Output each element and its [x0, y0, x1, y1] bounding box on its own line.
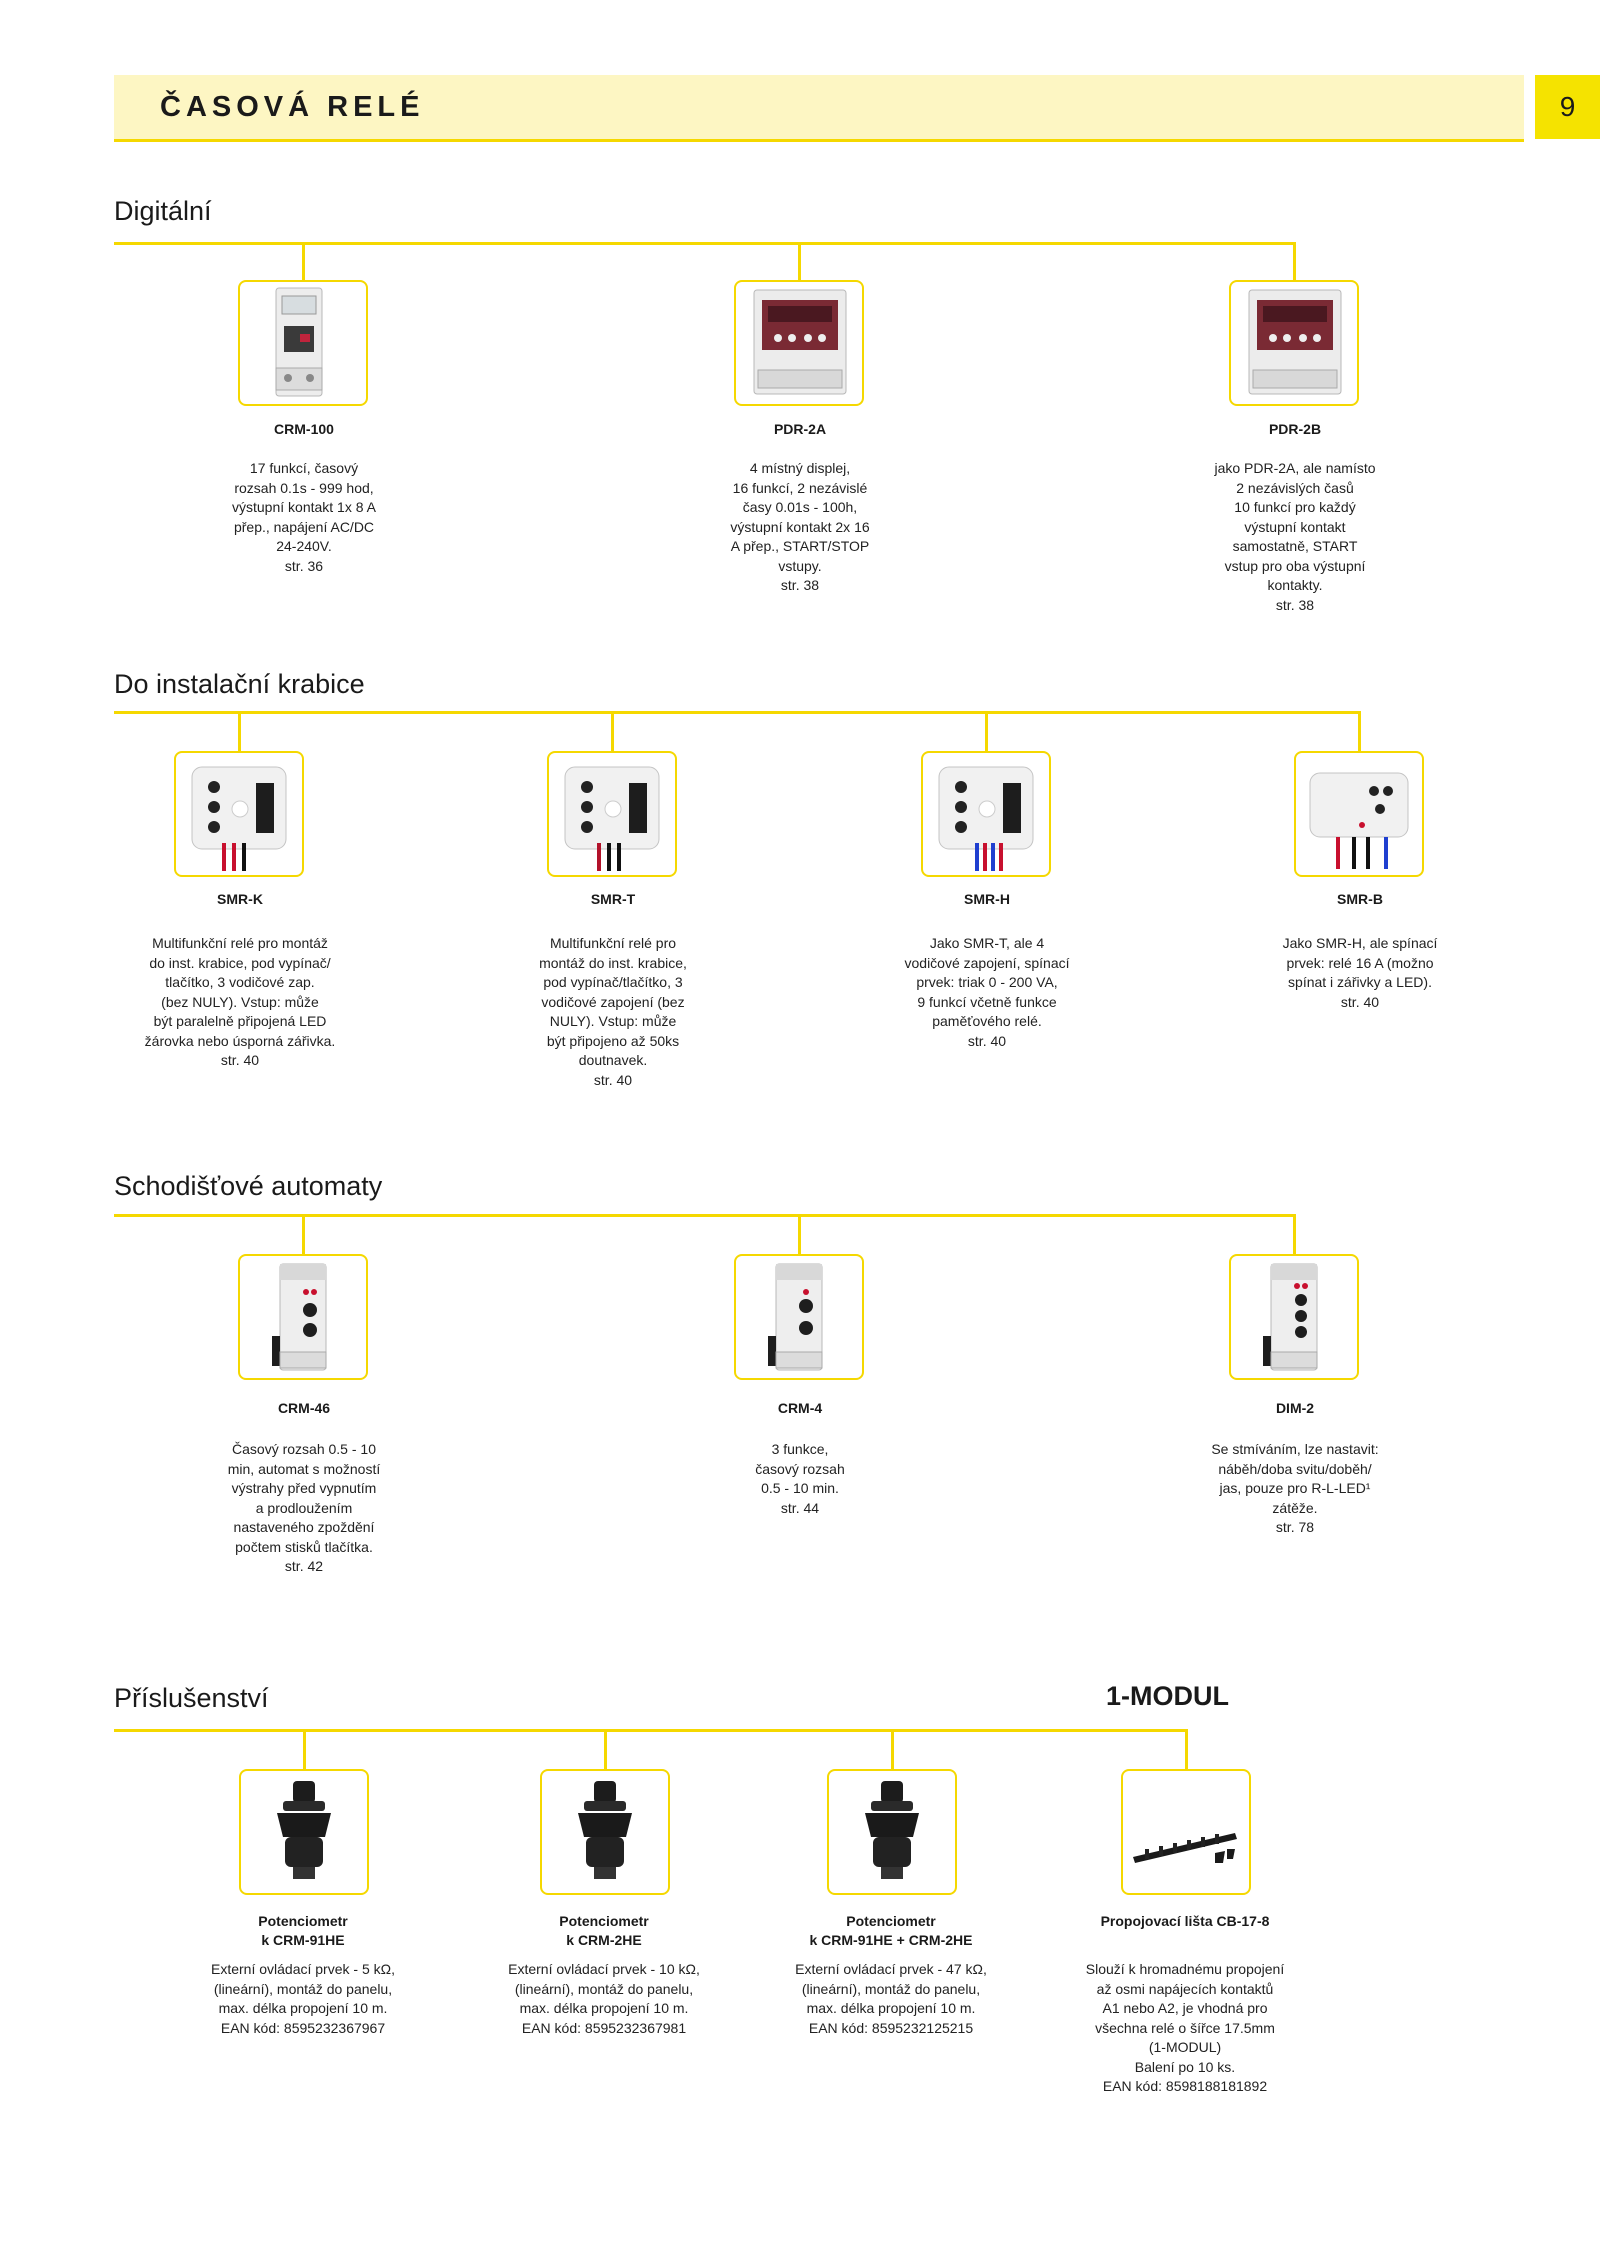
connector	[985, 711, 988, 751]
product-image-potentiometer-10k	[540, 1769, 670, 1895]
product-image-smr-t	[547, 751, 677, 877]
product-image-crm-4	[734, 1254, 864, 1380]
product-image-busbar-cb-17-8	[1121, 1769, 1251, 1895]
din-relay-icon	[736, 1256, 862, 1378]
product-image-smr-h	[921, 751, 1051, 877]
section-rule	[114, 1214, 1296, 1217]
connector	[798, 1214, 801, 1254]
product-image-smr-k	[174, 751, 304, 877]
page-title: ČASOVÁ RELÉ	[160, 91, 425, 123]
section-rule	[114, 711, 1361, 714]
box-relay-icon	[549, 753, 675, 875]
connector	[303, 1729, 306, 1769]
product-description: Jako SMR-T, ale 4 vodičové zapojení, spínací prvek: triak 0 - 200 VA, 9 funkcí včetně funkce paměťového relé. str. 40	[904, 935, 1070, 1049]
product-name: Potenciometr k CRM-91HE + CRM-2HE	[809, 1913, 973, 1948]
product-description: Multifunkční relé pro montáž do inst. krabice, pod vypínač/ tlačítko, 3 vodičové zap. (bez NULY). Vstup: může být paralelně připojená LED žárovka nebo úsporná zářivka. str. 40	[144, 935, 336, 1068]
din-relay-icon	[1231, 1256, 1357, 1378]
product-description: jako PDR-2A, ale namísto 2 nezávislých časů 10 funkcí pro každý výstupní kontakt samostatně, START vstup pro oba výstupní kontakty. str. 38	[1214, 460, 1376, 613]
product-description: Multifunkční relé pro montáž do inst. krabice, pod vypínač/tlačítko, 3 vodičové zapojení (bez NULY). Vstup: může být připojeno až 50ks doutnavek. str. 40	[539, 935, 687, 1088]
product-description: 4 místný displej, 16 funkcí, 2 nezávislé časy 0.01s - 100h, výstupní kontakt 2x 16 A přep., START/STOP vstupy. str. 38	[730, 460, 870, 593]
section-title-accessories: Příslušenství	[114, 1683, 269, 1713]
connector	[238, 711, 241, 751]
product-image-potentiometer-47k	[827, 1769, 957, 1895]
connector	[604, 1729, 607, 1769]
potentiometer-icon	[241, 1771, 367, 1893]
product-description: Slouží k hromadnému propojení až osmi napájecích kontaktů A1 nebo A2, je vhodná pro všechna relé o šířce 17.5mm (1-MODUL) Balení po 10 ks. EAN kód: 8598188181892	[1085, 1961, 1285, 2094]
section-rule	[114, 242, 1296, 245]
product-description: 3 funkce, časový rozsah 0.5 - 10 min. str. 44	[755, 1441, 845, 1516]
product-image-pdr-2b	[1229, 280, 1359, 406]
product-name: Potenciometr k CRM-91HE	[258, 1913, 348, 1948]
section-title-box: Do instalační krabice	[114, 669, 365, 699]
product-name: CRM-100	[274, 421, 334, 437]
product-name: PDR-2B	[1268, 421, 1322, 437]
potentiometer-icon	[829, 1771, 955, 1893]
product-name: CRM-4	[777, 1400, 823, 1416]
connector	[1293, 1214, 1296, 1254]
connector	[1185, 1729, 1188, 1769]
product-name: SMR-T	[590, 891, 636, 907]
section-title-digital: Digitální	[114, 196, 212, 226]
din-relay-icon	[240, 282, 366, 404]
product-name: Potenciometr k CRM-2HE	[559, 1913, 649, 1948]
product-image-smr-b	[1294, 751, 1424, 877]
connector	[302, 242, 305, 280]
page-header	[114, 75, 1524, 142]
box-relay-icon	[176, 753, 302, 875]
product-image-pdr-2a	[734, 280, 864, 406]
box-relay-icon	[923, 753, 1049, 875]
product-name: CRM-46	[277, 1400, 331, 1416]
product-image-crm-46	[238, 1254, 368, 1380]
din-relay-display-icon	[1231, 282, 1357, 404]
connector	[611, 711, 614, 751]
product-name: DIM-2	[1275, 1400, 1315, 1416]
product-name: SMR-B	[1337, 891, 1383, 907]
connector	[798, 242, 801, 280]
din-relay-icon	[240, 1256, 366, 1378]
product-name: PDR-2A	[773, 421, 827, 437]
section-rule	[114, 1729, 1188, 1732]
box-relay-icon	[1296, 753, 1422, 875]
connector	[1293, 242, 1296, 280]
connector	[891, 1729, 894, 1769]
section-title-stairs: Schodišťové automaty	[114, 1171, 383, 1201]
product-description: Externí ovládací prvek - 10 kΩ, (lineární), montáž do panelu, max. délka propojení 10 m. EAN kód: 8595232367981	[508, 1961, 700, 2036]
connector	[302, 1214, 305, 1254]
product-name: SMR-K	[217, 891, 263, 907]
module-label: 1-MODUL	[1106, 1681, 1229, 1711]
product-description: 17 funkcí, časový rozsah 0.1s - 999 hod, výstupní kontakt 1x 8 A přep., napájení AC/DC 24-240V. str. 36	[232, 460, 376, 574]
product-description: Časový rozsah 0.5 - 10 min, automat s možností výstrahy před vypnutím a prodloužením nastaveného zpoždění počtem stisků tlačítka. str. 42	[227, 1441, 381, 1574]
product-description: Se stmíváním, lze nastavit: náběh/doba svitu/doběh/ jas, pouze pro R-L-LED¹ zátěže. str. 78	[1211, 1441, 1379, 1535]
product-name: Propojovací lišta CB-17-8	[1100, 1913, 1270, 1929]
product-image-crm-100	[238, 280, 368, 406]
potentiometer-icon	[542, 1771, 668, 1893]
product-image-potentiometer-5k	[239, 1769, 369, 1895]
product-description: Externí ovládací prvek - 5 kΩ, (lineární), montáž do panelu, max. délka propojení 10 m. EAN kód: 8595232367967	[211, 1961, 395, 2036]
busbar-icon	[1123, 1771, 1249, 1893]
din-relay-display-icon	[736, 282, 862, 404]
product-image-dim-2	[1229, 1254, 1359, 1380]
product-name: SMR-H	[964, 891, 1010, 907]
product-description: Externí ovládací prvek - 47 kΩ, (lineární), montáž do panelu, max. délka propojení 10 m. EAN kód: 8595232125215	[795, 1961, 987, 2036]
product-description: Jako SMR-H, ale spínací prvek: relé 16 A (možno spínat i zářivky a LED). str. 40	[1282, 935, 1438, 1010]
connector	[1358, 711, 1361, 751]
page-number: 9	[1535, 75, 1600, 139]
